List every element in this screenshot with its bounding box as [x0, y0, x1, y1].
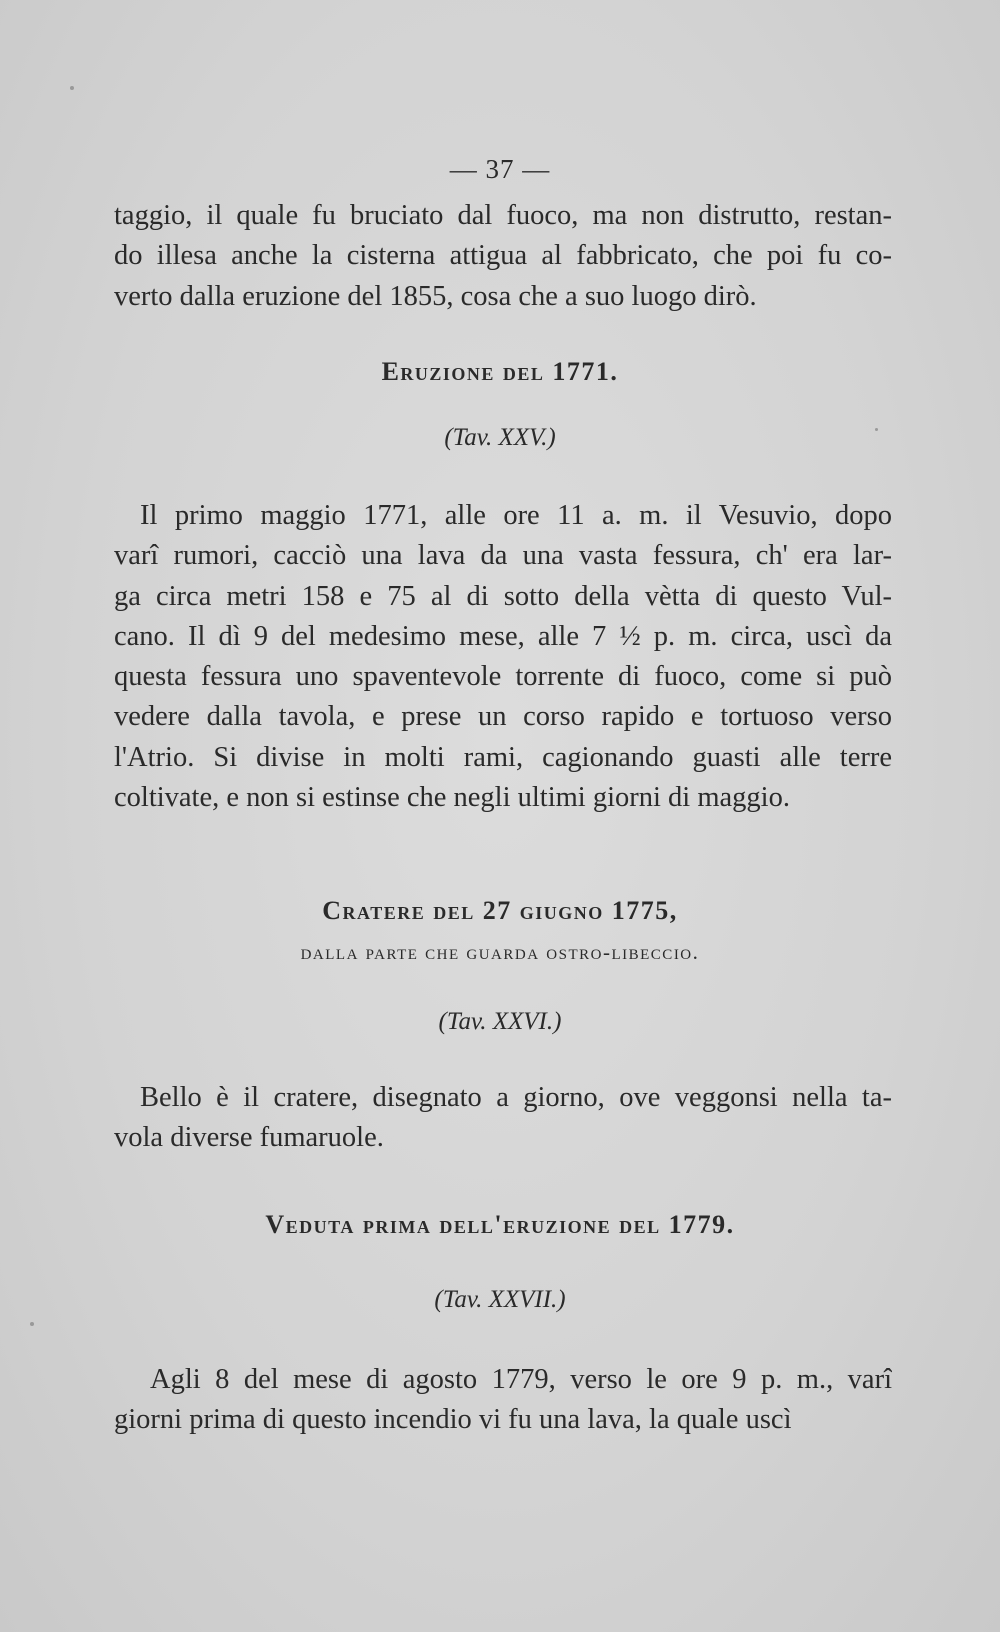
plate-reference-xxvi: (Tav. XXVI.) — [438, 1008, 562, 1035]
section-subheading-cratere-1775: dalla parte che guarda ostro-libeccio. — [300, 940, 700, 964]
text-line: verto dalla eruzione del 1855, cosa che a suo luogo dirò. — [114, 280, 757, 312]
text-line: Bello è il cratere, disegnato a giorno, ove veggonsi nella ta- — [140, 1082, 892, 1113]
section-heading-eruzione-1771: Eruzione del 1771. — [381, 357, 619, 386]
section-heading-cratere-1775: Cratere del 27 giugno 1775, — [322, 896, 678, 925]
paragraph-cratere-1775 — [114, 1078, 892, 1159]
text-line: coltivate, e non si estinse che negli ultimi giorni di maggio. — [114, 782, 790, 814]
text-line: Il primo maggio 1771, alle ore 11 a. m. il Vesuvio, dopo — [140, 500, 892, 531]
plate-reference-xxvii: (Tav. XXVII.) — [434, 1286, 566, 1313]
text-line: giorni prima di questo incendio vi fu una lava, la quale uscì — [114, 1404, 792, 1436]
page-number: — 37 — — [449, 154, 551, 184]
text-line: varî rumori, cacciò una lava da una vasta fessura, ch' era lar- — [114, 540, 892, 572]
text-line: Agli 8 del mese di agosto 1779, verso le ore 9 p. m., varî — [150, 1364, 892, 1395]
plate-reference-xxv: (Tav. XXV.) — [444, 424, 556, 451]
paper-speck — [70, 86, 74, 90]
paragraph-eruzione-1771 — [114, 496, 892, 818]
section-heading-veduta-1779: Veduta prima dell'eruzione del 1779. — [265, 1210, 735, 1239]
paper-speck — [30, 1322, 34, 1326]
text-line: vedere dalla tavola, e prese un corso rapido e tortuoso verso — [114, 701, 892, 733]
text-line: do illesa anche la cisterna attigua al fabbricato, che poi fu co- — [114, 240, 892, 272]
text-line: l'Atrio. Si divise in molti rami, cagionando guasti alle terre — [114, 741, 892, 773]
text-line: ga circa metri 158 e 75 al di sotto della vètta di questo Vul- — [114, 580, 892, 612]
paragraph-veduta-1779 — [114, 1360, 892, 1441]
text-line: questa fessura uno spaventevole torrente di fuoco, come si può — [114, 661, 892, 693]
text-line: cano. Il dì 9 del medesimo mese, alle 7 ½ p. m. circa, uscì da — [114, 620, 892, 652]
text-line: vola diverse fumaruole. — [114, 1122, 384, 1154]
paper-speck — [875, 428, 878, 431]
paragraph-continuation — [114, 196, 892, 317]
text-line: taggio, il quale fu bruciato dal fuoco, ma non distrutto, restan- — [114, 200, 892, 231]
